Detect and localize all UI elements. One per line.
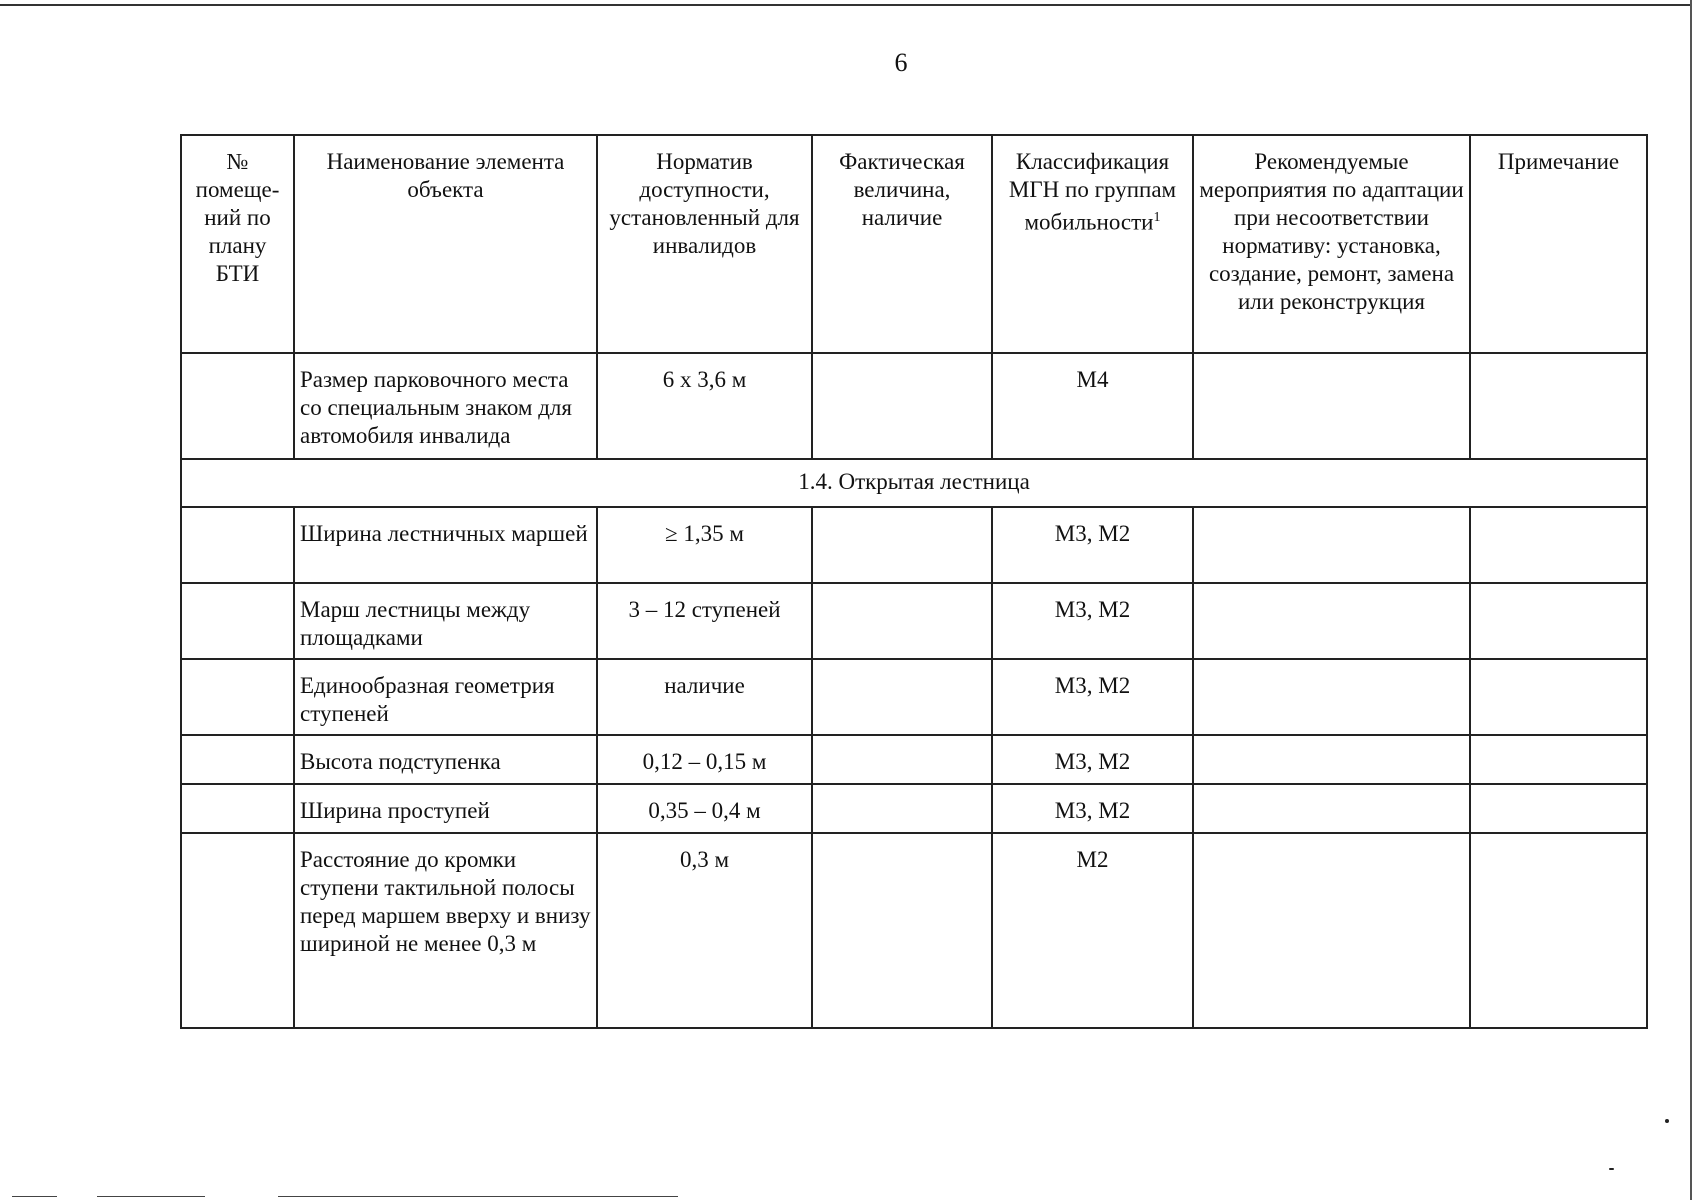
cell-measures (1193, 735, 1470, 784)
cell-mgn: М3, М2 (992, 507, 1193, 583)
table-row (181, 833, 1647, 1028)
header-element-name: Наименование элемента объекта (294, 135, 597, 353)
section-row (181, 459, 1647, 507)
header-mgn-classification-text: Классификация МГН по группам мобильности (1008, 149, 1177, 235)
cell-norm: 6 х 3,6 м (597, 353, 812, 459)
cell-note (1470, 784, 1647, 833)
cell-actual (812, 507, 992, 583)
footnote-marker: 1 (1153, 210, 1161, 225)
cell-measures (1193, 353, 1470, 459)
header-room-number: № помеще-ний по плану БТИ (181, 135, 294, 353)
cell-element: Марш лестницы между площадками (294, 583, 597, 659)
header-mgn-classification (992, 135, 1193, 353)
cell-room (181, 507, 294, 583)
cell-actual (812, 735, 992, 784)
cell-mgn: М4 (992, 353, 1193, 459)
cell-element: Ширина проступей (294, 784, 597, 833)
cell-mgn: М3, М2 (992, 735, 1193, 784)
right-border-line (1690, 0, 1692, 1200)
cell-actual (812, 833, 992, 1028)
accessibility-table (180, 134, 1648, 1029)
table-header-row (181, 135, 1647, 353)
cell-actual (812, 659, 992, 735)
scan-speck (1665, 1119, 1669, 1123)
scan-artifact-line (97, 1196, 205, 1197)
scan-artifact-line (12, 1196, 57, 1197)
cell-note (1470, 353, 1647, 459)
cell-room (181, 833, 294, 1028)
cell-room (181, 784, 294, 833)
cell-room (181, 735, 294, 784)
cell-norm: 0,12 – 0,15 м (597, 735, 812, 784)
cell-mgn: М2 (992, 833, 1193, 1028)
table-row (181, 784, 1647, 833)
header-note: Примечание (1470, 135, 1647, 353)
cell-note (1470, 833, 1647, 1028)
cell-actual (812, 353, 992, 459)
scan-artifact-line (278, 1196, 678, 1197)
cell-mgn: М3, М2 (992, 659, 1193, 735)
cell-mgn: М3, М2 (992, 784, 1193, 833)
cell-note (1470, 659, 1647, 735)
cell-element: Размер парковочного места со специальным знаком для автомобиля инвалида (294, 353, 597, 459)
cell-mgn: М3, М2 (992, 583, 1193, 659)
table-row (181, 735, 1647, 784)
cell-norm: ≥ 1,35 м (597, 507, 812, 583)
cell-norm: наличие (597, 659, 812, 735)
table-row (181, 353, 1647, 459)
section-title: 1.4. Открытая лестница (181, 459, 1647, 507)
header-accessibility-norm: Норматив доступности, установленный для инвалидов (597, 135, 812, 353)
table-row (181, 659, 1647, 735)
cell-room (181, 353, 294, 459)
cell-room (181, 583, 294, 659)
cell-note (1470, 507, 1647, 583)
cell-measures (1193, 784, 1470, 833)
cell-note (1470, 583, 1647, 659)
table-row (181, 507, 1647, 583)
cell-element: Ширина лестничных маршей (294, 507, 597, 583)
cell-element: Единообразная геометрия ступеней (294, 659, 597, 735)
top-border-line (0, 4, 1690, 6)
cell-measures (1193, 659, 1470, 735)
cell-measures (1193, 833, 1470, 1028)
header-recommended-measures: Рекомендуемые мероприятия по адаптации при несоответствии нормативу: установка, создание, ремонт, замена или реконструкция (1193, 135, 1470, 353)
cell-element: Расстояние до кромки ступени тактильной полосы перед маршем вверху и внизу шириной не менее 0,3 м (294, 833, 597, 1028)
cell-element: Высота подступенка (294, 735, 597, 784)
page-number: 6 (894, 48, 908, 77)
cell-actual (812, 784, 992, 833)
scan-speck (1609, 1168, 1614, 1170)
cell-actual (812, 583, 992, 659)
cell-note (1470, 735, 1647, 784)
header-actual-value: Фактическая величина, наличие (812, 135, 992, 353)
cell-norm: 0,35 – 0,4 м (597, 784, 812, 833)
cell-room (181, 659, 294, 735)
cell-norm: 3 – 12 ступеней (597, 583, 812, 659)
cell-norm: 0,3 м (597, 833, 812, 1028)
cell-measures (1193, 583, 1470, 659)
cell-measures (1193, 507, 1470, 583)
table-row (181, 583, 1647, 659)
